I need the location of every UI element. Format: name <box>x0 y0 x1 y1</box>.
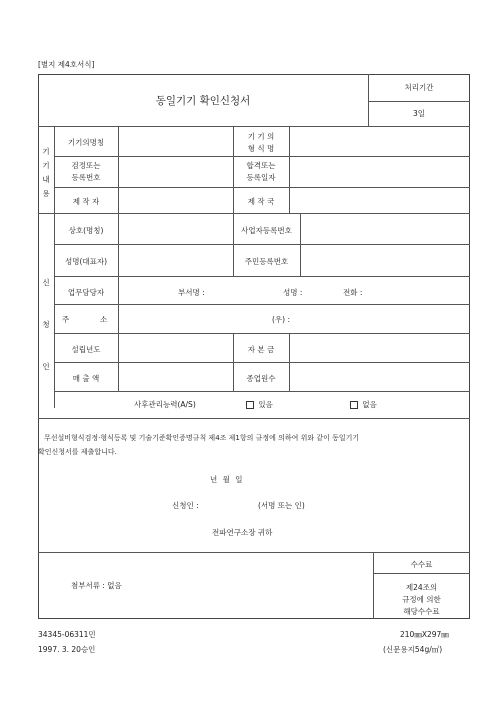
sales-field[interactable] <box>119 363 232 390</box>
device-section-side-label: 기 기 내 용 <box>42 147 50 198</box>
form-title: 동일기기 확인신청서 <box>155 94 251 107</box>
inspection-no-label-1: 검정또는 <box>71 161 101 170</box>
business-reg-no-label: 사업자등록번호 <box>241 226 292 235</box>
manufacturer-label: 제 작 자 <box>72 197 100 206</box>
representative-field[interactable] <box>119 245 232 275</box>
yes-label: 있음 <box>258 400 273 409</box>
inspection-no-label-2: 등록번호 <box>71 173 101 182</box>
phone-label: 전화 : <box>343 288 363 297</box>
manager-label: 업무담당자 <box>67 288 105 297</box>
business-reg-no-field[interactable] <box>301 214 469 243</box>
resident-no-label: 주민등록번호 <box>244 257 289 266</box>
fee-text-line-3: 해당수수료 <box>403 607 440 616</box>
statement-line-1: 무선설비형식검정·형식등록 및 기술기준확인증명규칙 제4조 제1항의 규정에 의하여 위와 같이 동일기기 <box>44 434 360 442</box>
statement-line-2: 확인신청서를 제출합니다. <box>38 448 117 456</box>
fee-text-line-2: 규정에 의한 <box>402 595 441 604</box>
country-label: 제 작 국 <box>247 197 275 206</box>
processing-period-label: 처리기간 <box>404 83 434 92</box>
manufacturer-field[interactable] <box>119 188 232 212</box>
model-type-field[interactable] <box>290 127 469 155</box>
signature-label: (서명 또는 인) <box>258 501 305 510</box>
company-name-label: 상호(명칭) <box>68 226 104 235</box>
yes-checkbox[interactable] <box>246 401 254 409</box>
pass-date-label-1: 합격또는 <box>246 161 276 170</box>
address-label-right: 소 <box>100 315 108 324</box>
address-field[interactable] <box>119 305 469 332</box>
fee-label: 수수료 <box>410 560 433 569</box>
after-service-no-option[interactable] <box>350 399 377 410</box>
applicant-label: 신청인 : <box>172 501 199 510</box>
paper-type: (신문용지54g/㎡) <box>383 645 443 654</box>
fee-text-line-1: 제24조의 <box>405 583 438 592</box>
model-type-label-1: 기 기 의 <box>247 132 275 141</box>
capital-field[interactable] <box>290 334 469 361</box>
no-checkbox[interactable] <box>350 401 358 409</box>
inspection-no-field[interactable] <box>119 157 232 186</box>
attachments-label: 첨부서류 : 없음 <box>71 581 122 590</box>
after-service-yes-option[interactable] <box>246 399 273 410</box>
capital-label: 자 본 금 <box>247 345 275 354</box>
founded-year-field[interactable] <box>119 334 232 361</box>
device-name-label: 기기의명칭 <box>67 138 105 147</box>
approval-date: 1997. 3. 20승인 <box>38 645 96 654</box>
form-number-label: [별지 제4호서식] <box>38 60 95 69</box>
founded-year-label: 설립년도 <box>71 345 101 354</box>
country-field[interactable] <box>290 188 469 212</box>
company-name-field[interactable] <box>119 214 232 243</box>
postal-code-label: (우) : <box>272 315 291 324</box>
employees-field[interactable] <box>290 363 469 390</box>
department-label: 부서명 : <box>178 288 205 297</box>
address-label-left: 주 <box>62 315 70 324</box>
representative-label: 성명(대표자) <box>64 257 108 266</box>
manager-name-label: 성명 : <box>283 288 303 297</box>
addressee-label: 전파연구소장 귀하 <box>212 528 273 537</box>
sales-label: 매 출 액 <box>72 374 100 383</box>
applicant-section-side-label: 신 청 인 <box>42 278 50 371</box>
model-type-label-2: 형 식 명 <box>247 144 275 153</box>
pass-date-field[interactable] <box>290 157 469 186</box>
device-name-field[interactable] <box>119 127 232 155</box>
no-label: 없음 <box>362 400 377 409</box>
after-service-label: 사후관리능력(A/S) <box>134 400 196 409</box>
pass-date-label-2: 등록일자 <box>246 173 276 182</box>
form-code: 34345-06311민 <box>38 630 96 639</box>
processing-period-value: 3일 <box>412 109 426 118</box>
resident-no-field[interactable] <box>301 245 469 275</box>
employees-label: 종업원수 <box>246 374 276 383</box>
application-date: 년 월 일 <box>210 475 243 484</box>
paper-size: 210㎜X297㎜ <box>400 630 449 639</box>
